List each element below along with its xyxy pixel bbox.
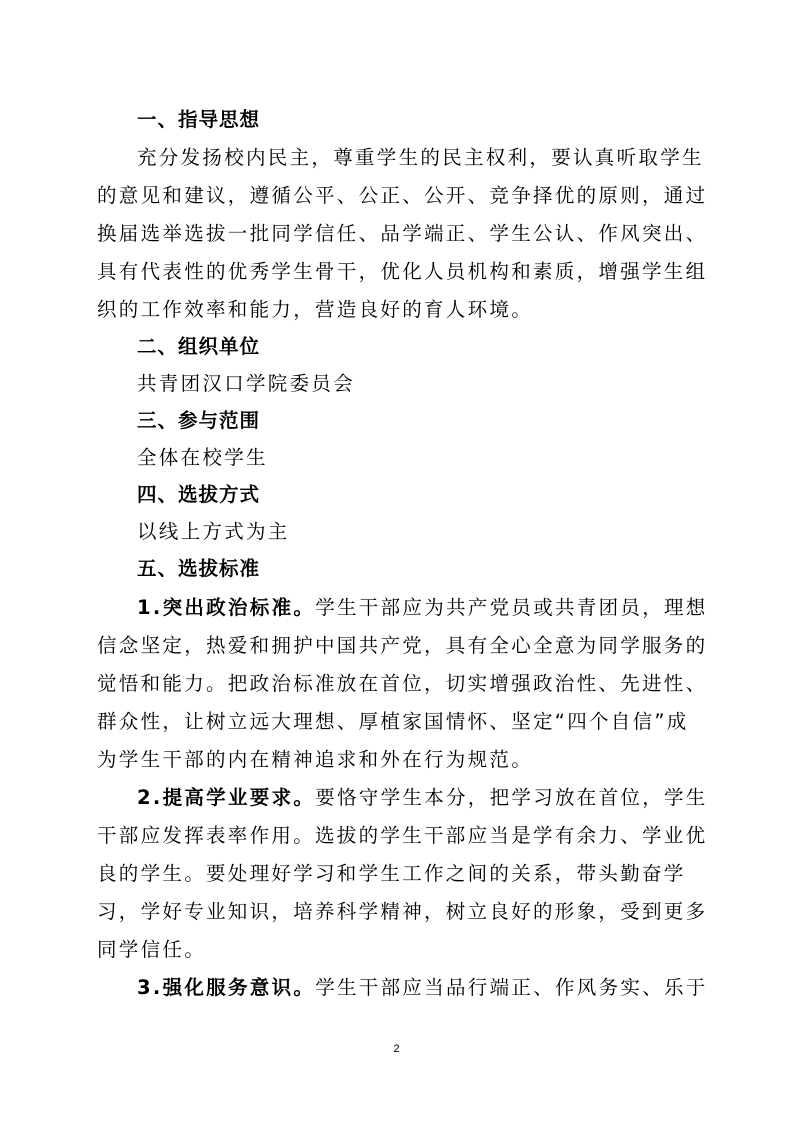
section-heading-guiding-ideology: 一、指导思想: [137, 108, 261, 131]
paragraph-line: 的意见和建议，遵循公平、公正、公开、竞争择优的原则，通过: [97, 184, 708, 207]
paragraph-line: 干部应发挥表率作用。选拔的学生干部应当是学有余力、学业优: [97, 824, 708, 847]
section-heading-method: 四、选拔方式: [137, 483, 261, 506]
paragraph-line: 习，学好专业知识，培养科学精神，树立良好的形象，受到更多: [97, 900, 708, 923]
criteria-item-title: 2.提高学业要求。: [137, 786, 316, 809]
criteria-item-title: 1.突出政治标准。: [137, 596, 316, 619]
criteria-item-2: [137, 786, 737, 810]
paragraph-line: 充分发扬校内民主，尊重学生的民主权利，要认真听取学生: [137, 146, 704, 169]
criteria-item-3: [137, 976, 737, 1000]
paragraph-line: 具有代表性的优秀学生骨干，优化人员机构和素质，增强学生组: [97, 260, 708, 283]
paragraph-line: 群众性，让树立远大理想、厚植家国情怀、坚定“四个自信”成: [97, 710, 689, 733]
paragraph-line: 换届选举选拔一批同学信任、品学端正、学生公认、作风突出、: [97, 222, 708, 245]
paragraph-line: 为学生干部的内在精神追求和外在行为规范。: [97, 748, 534, 771]
criteria-item-1: [137, 596, 737, 620]
criteria-item-text: 学生干部应当品行端正、作风务实、乐于: [315, 976, 708, 999]
paragraph-line: 共青团汉口学院委员会: [137, 372, 356, 395]
paragraph-line: 信念坚定，热爱和拥护中国共产党，具有全心全意为同学服务的: [97, 634, 708, 657]
paragraph-line: 同学信任。: [97, 938, 207, 961]
page-number: 2: [393, 1043, 400, 1055]
section-heading-criteria: 五、选拔标准: [137, 557, 261, 580]
section-heading-scope: 三、参与范围: [137, 409, 261, 432]
criteria-item-text: 学生干部应为共产党员或共青团员，理想: [315, 596, 708, 619]
paragraph-line: 良的学生。要处理好学习和学生工作之间的关系，带头勤奋学: [97, 862, 686, 885]
section-heading-organizer: 二、组织单位: [137, 335, 261, 358]
criteria-item-title: 3.强化服务意识。: [137, 976, 316, 999]
paragraph-line: 全体在校学生: [137, 446, 268, 469]
paragraph-line: 织的工作效率和能力，营造良好的育人环境。: [97, 298, 534, 321]
criteria-item-text: 要恪守学生本分，把学习放在首位，学生: [315, 786, 708, 809]
paragraph-line: 觉悟和能力。把政治标准放在首位，切实增强政治性、先进性、: [97, 672, 708, 695]
paragraph-line: 以线上方式为主: [137, 520, 290, 543]
